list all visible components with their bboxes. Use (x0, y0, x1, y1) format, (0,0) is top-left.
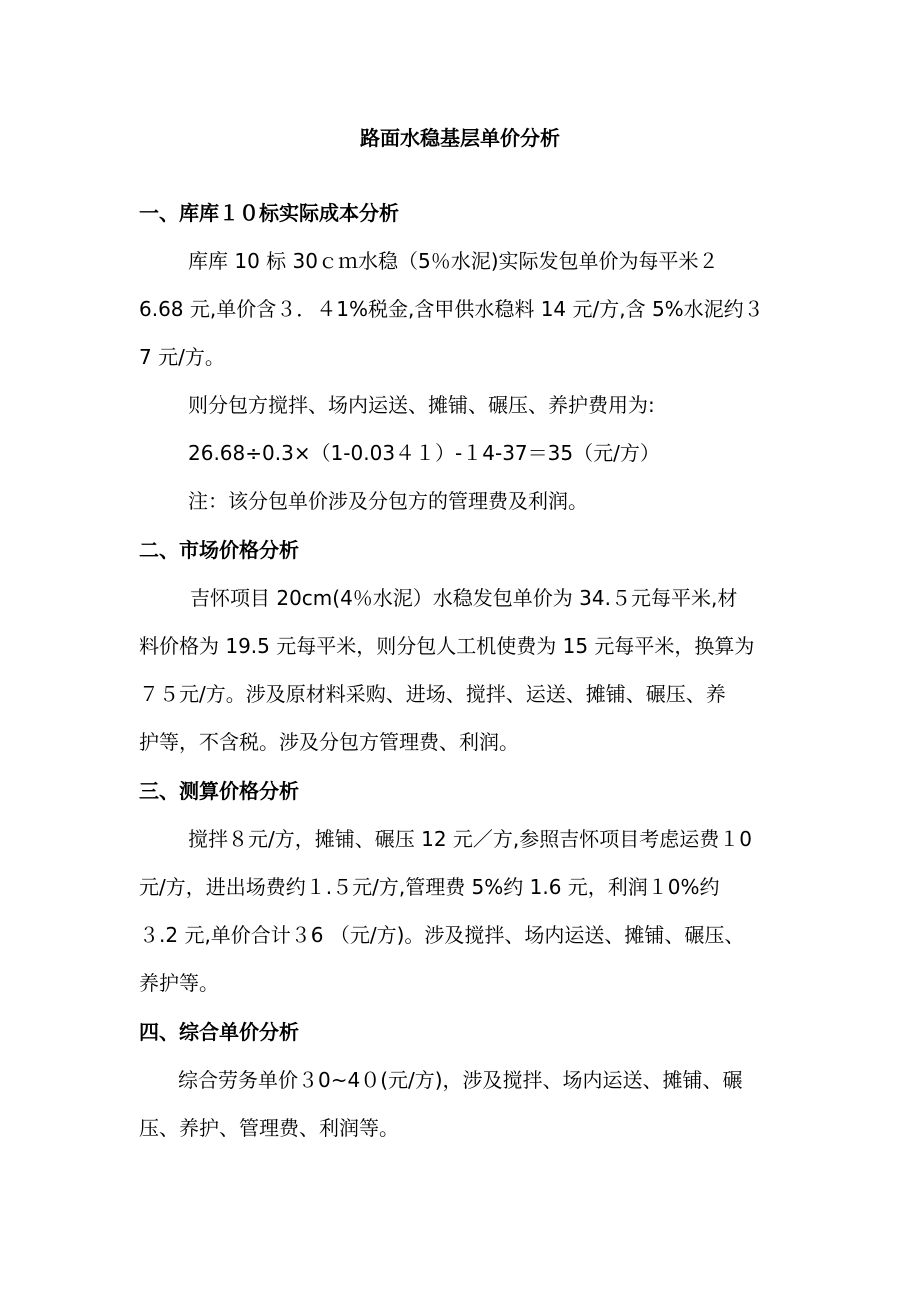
section-2-heading: 二、市场价格分析 (139, 538, 299, 562)
section-2-line-3: ７５元/方。涉及原材料采购、进场、搅拌、运送、摊铺、碾压、养 (139, 682, 726, 706)
document-title: 路面水稳基层单价分析 (360, 126, 560, 150)
section-1-line-1: 库库 10 标 30ｃｍ水稳（5％水泥)实际发包单价为每平米２ (188, 249, 719, 273)
section-4-heading: 四、综合单价分析 (139, 1020, 299, 1044)
section-2-line-4: 护等，不含税。涉及分包方管理费、利润。 (139, 730, 519, 754)
section-1-note: 注：该分包单价涉及分包方的管理费及利润。 (188, 489, 588, 513)
section-1-line-4: 则分包方搅拌、场内运送、摊铺、碾压、养护费用为: (188, 393, 655, 417)
section-2-line-1: 吉怀项目 20cm(4％水泥）水稳发包单价为 34.５元每平米,材 (190, 586, 738, 610)
section-3-line-3: ３.2 元,单价合计３6 （元/方)。涉及搅拌、场内运送、摊铺、碾压、 (139, 923, 745, 947)
section-2-line-2: 料价格为 19.5 元每平米，则分包人工机使费为 15 元每平米，换算为 (139, 634, 755, 658)
section-4-line-2: 压、养护、管理费、利润等。 (139, 1116, 399, 1140)
section-3-line-4: 养护等。 (139, 971, 219, 995)
section-1-line-3: 7 元/方。 (139, 345, 225, 369)
section-1-line-2: 6.68 元,单价含３．４1%税金,含甲供水稳料 14 元/方,含 5%水泥约３ (139, 297, 764, 321)
section-1-heading: 一、库库１０标实际成本分析 (139, 201, 399, 225)
section-3-line-2: 元/方，进出场费约１.５元/方,管理费 5%约 1.6 元，利润１0%约 (139, 875, 720, 899)
section-1-formula: 26.68÷0.3×（1-0.03４１）-１4-37＝35（元/方） (188, 441, 660, 465)
section-3-line-1: 搅拌８元/方，摊铺、碾压 12 元／方,参照吉怀项目考虑运费１0 (188, 827, 752, 851)
section-3-heading: 三、测算价格分析 (139, 779, 299, 803)
section-4-line-1: 综合劳务单价３0~4０(元/方)，涉及搅拌、场内运送、摊铺、碾 (178, 1068, 743, 1092)
